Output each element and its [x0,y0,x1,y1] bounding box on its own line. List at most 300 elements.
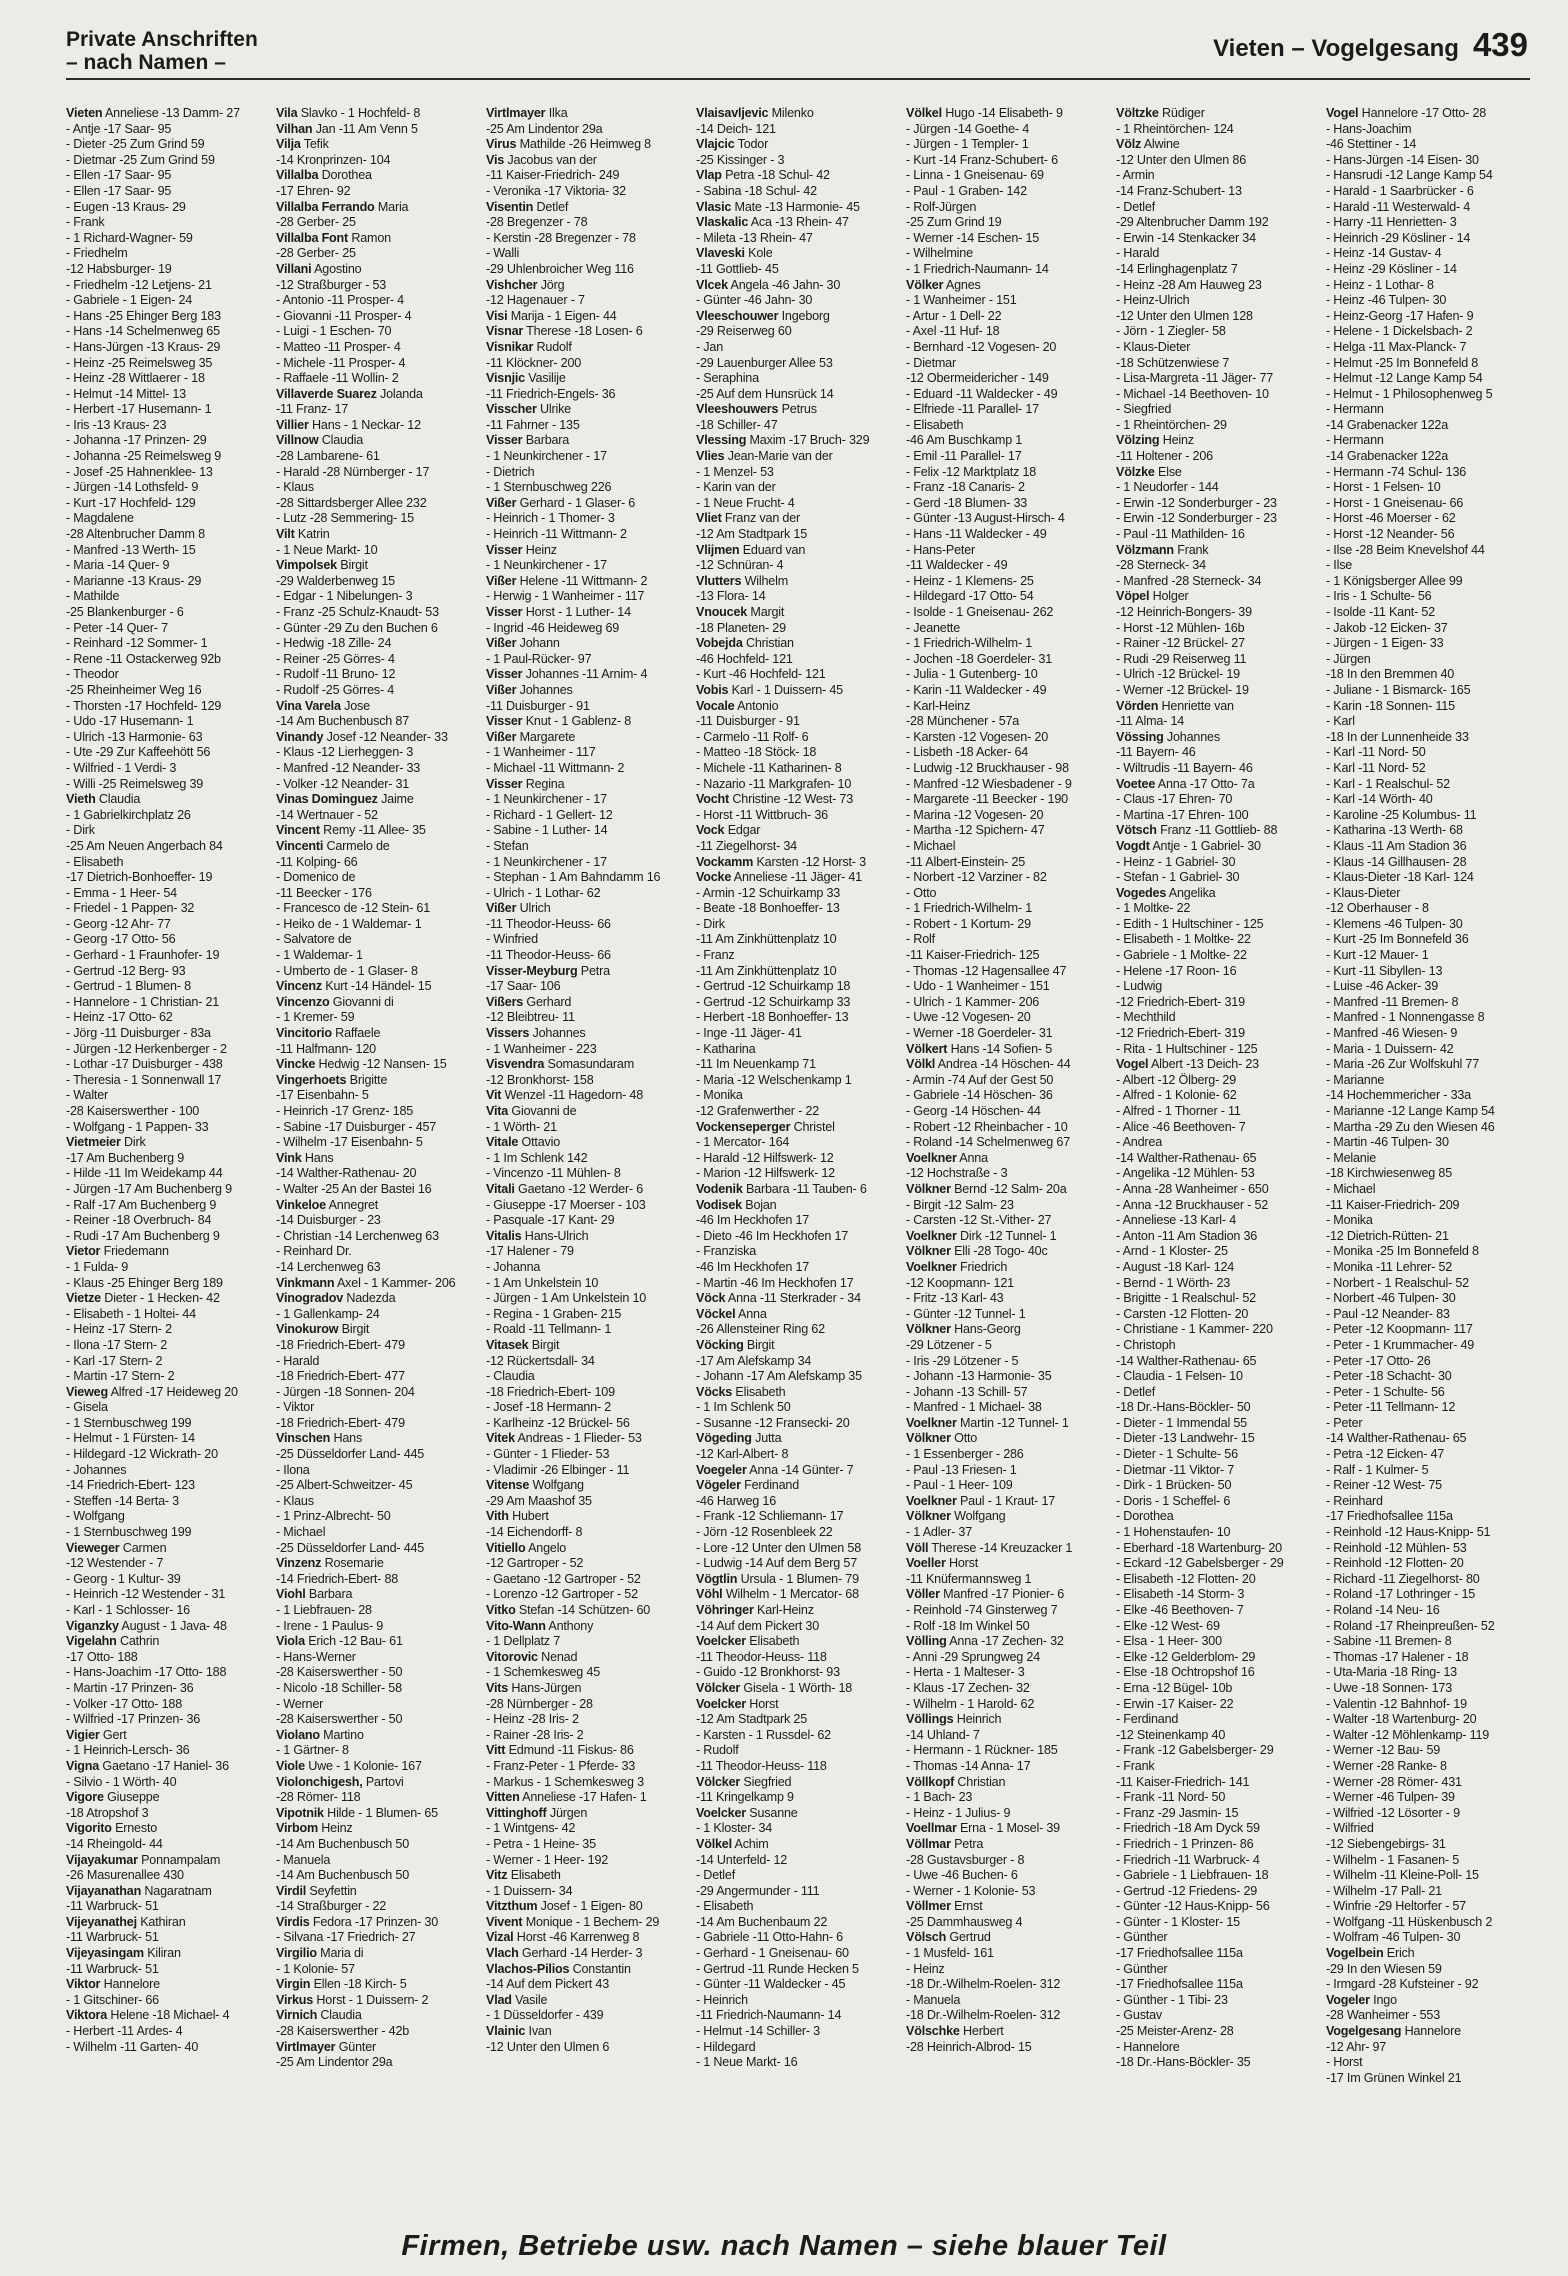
directory-entry [696,356,896,372]
directory-entry [1326,511,1526,527]
directory-entry [66,979,266,995]
entry-details: - 1 Neue Frucht- 4 [696,495,795,510]
entry-details: Friedemann [103,1244,169,1259]
directory-entry [486,1962,686,1978]
directory-entry [696,1619,896,1635]
entry-details: -28 Wanheimer - 553 [1326,2008,1441,2023]
directory-entry [1326,948,1526,964]
directory-entry [1116,122,1316,138]
directory-entry [276,1291,476,1307]
entry-details: -11 Gottlieb- 45 [696,261,779,276]
entry-details: - Karl -17 Stern- 2 [66,1353,163,1368]
entry-details: Nadezda [346,1291,396,1306]
directory-entry [1116,231,1316,247]
entry-details: Horst [749,1696,779,1711]
directory-entry [66,1915,266,1931]
entry-details: - Hansrudi -12 Lange Kamp 54 [1326,168,1493,183]
directory-entry [66,1198,266,1214]
entry-details: Ottavio [521,1135,560,1150]
directory-entry [1326,839,1526,855]
entry-details: - Christiane - 1 Kammer- 220 [1116,1322,1273,1337]
entry-details: - Ellen -17 Saar- 95 [66,168,172,183]
directory-entry [696,1416,896,1432]
entry-details: - 1 Essenberger - 286 [906,1447,1024,1462]
directory-entry [486,1603,686,1619]
entry-details: Aca -13 Rhein- 47 [750,215,849,230]
directory-entry [696,1120,896,1136]
entry-details: -11 Warbruck- 51 [66,1961,159,1976]
entry-details: Hedwig -12 Nansen- 15 [318,1057,447,1072]
directory-entry [276,932,476,948]
entry-details: Martino [323,1727,364,1742]
entry-details: -28 Lambarene- 61 [276,449,380,464]
entry-details: - 1 Gärtner- 8 [276,1743,349,1758]
directory-entry [696,1743,896,1759]
directory-entry [696,699,896,715]
directory-entry [906,1759,1106,1775]
directory-entry [1116,1276,1316,1292]
directory-entry [66,1634,266,1650]
directory-entry [486,979,686,995]
entry-surname: Vizal [486,1930,514,1945]
directory-entry [696,496,896,512]
entry-surname: Virdis [276,1914,310,1929]
entry-surname: Vinzenz [276,1556,322,1571]
directory-entry [276,901,476,917]
directory-entry [486,1837,686,1853]
directory-entry [696,1478,896,1494]
entry-surname: Vincitorio [276,1026,332,1041]
directory-entry [696,168,896,184]
entry-details: Johannes -11 Arnim- 4 [525,667,648,682]
directory-entry [1116,1962,1316,1978]
entry-details: Karl - 1 Duissern- 45 [731,682,843,697]
directory-entry [66,1244,266,1260]
entry-details: - Wolfgang -11 Hüskenbusch 2 [1326,1914,1493,1929]
directory-entry [276,1743,476,1759]
directory-entry [1116,1478,1316,1494]
directory-entry [906,1634,1106,1650]
entry-surname: Vinkeloe [276,1197,326,1212]
entry-details: - Peter -11 Tellmann- 12 [1326,1400,1456,1415]
entry-details: -14 Unterfeld- 12 [696,1852,788,1867]
directory-entry [1326,1057,1526,1073]
entry-details: -28 Heinrich-Albrod- 15 [906,2039,1032,2054]
entry-details: Holger [1152,589,1189,604]
entry-details: - Heinrich -17 Grenz- 185 [276,1104,414,1118]
entry-surname: Vitz [486,1868,508,1883]
entry-details: -28 Sittardsberger Allee 232 [276,495,427,510]
entry-details: - Dieter - 1 Schulte- 56 [1116,1447,1238,1462]
directory-entry [66,1759,266,1775]
entry-details: - Walter [66,1088,109,1103]
directory-entry [66,1572,266,1588]
directory-entry [906,1182,1106,1198]
directory-entry [906,1525,1106,1541]
entry-details: Remy -11 Allee- 35 [323,823,426,838]
entry-details: - Andrea [1116,1135,1163,1150]
directory-entry [1326,1260,1526,1276]
entry-details: -11 Bayern- 46 [1116,745,1196,760]
entry-details: Frank [1177,542,1209,557]
directory-entry [66,1213,266,1229]
directory-entry [486,901,686,917]
entry-details: - Horst -12 Mühlen- 16b [1116,620,1245,635]
entry-details: - Klaus -11 Am Stadion 36 [1326,838,1467,853]
entry-surname: Vipotnik [276,1805,324,1820]
directory-entry [906,1556,1106,1572]
entry-details: - Manfred -12 Wiesbadener - 9 [906,776,1072,791]
entry-details: - Heinz - 1 Julius- 9 [906,1805,1011,1820]
entry-details: -28 Gerber- 25 [276,215,356,230]
directory-entry [906,1057,1106,1073]
directory-entry [1116,465,1316,481]
entry-details: - Klaus -25 Ehinger Berg 189 [66,1275,223,1290]
directory-entry [906,1369,1106,1385]
entry-details: - Manfred - 1 Michael- 38 [906,1400,1042,1415]
directory-entry [1116,449,1316,465]
entry-details: - Veronika -17 Viktoria- 32 [486,183,626,198]
entry-surname: Virus [486,137,517,152]
entry-surname: Voelkner [906,1228,957,1243]
directory-entry [696,1431,896,1447]
entry-details: - Karin -11 Waldecker - 49 [906,682,1047,697]
directory-entry [276,1057,476,1073]
entry-details: - Ludwig -12 Bruckhauser - 98 [906,760,1069,775]
entry-details: - Wilhelm -11 Kleine-Poll- 15 [1326,1868,1479,1883]
entry-details: - 1 Neudorfer - 144 [1116,480,1219,495]
entry-surname: Völzing [1116,433,1160,448]
directory-entry [1326,402,1526,418]
directory-entry [1116,683,1316,699]
directory-entry [486,231,686,247]
directory-entry [696,1276,896,1292]
directory-entry [1116,636,1316,652]
directory-entry [66,1010,266,1026]
entry-details: - Anton -11 Am Stadion 36 [1116,1228,1258,1243]
directory-entry [696,1728,896,1744]
entry-details: -28 Römer- 118 [276,1790,361,1805]
entry-details: - 1 Wintgens- 42 [486,1821,576,1836]
directory-entry [1116,1244,1316,1260]
entry-surname: Vlessing [696,433,747,448]
entry-details: Alfred -17 Heideweg 20 [110,1384,238,1399]
entry-surname: Voelkner [906,1259,957,1274]
entry-surname: Visser [486,433,523,448]
entry-details: - Reinhold -12 Mühlen- 53 [1326,1540,1467,1555]
entry-surname: Völkner [906,1322,951,1337]
directory-entry [696,511,896,527]
directory-entry [696,153,896,169]
entry-details: Todor [737,137,769,152]
directory-entry [66,870,266,886]
directory-entry [696,1821,896,1837]
directory-entry [1326,995,1526,1011]
entry-details: - Walli [486,246,520,261]
directory-entry [696,979,896,995]
entry-details: - Jürgen -17 Am Buchenberg 9 [66,1181,232,1196]
directory-entry [486,496,686,512]
entry-details: -14 Rheingold- 44 [66,1836,163,1851]
entry-surname: Virtlmayer [486,106,546,120]
entry-surname: Voetee [1116,776,1156,791]
entry-details: - Günter -13 August-Hirsch- 4 [906,511,1065,526]
entry-details: Andreas - 1 Flieder- 53 [517,1431,642,1446]
directory-entry [1326,1042,1526,1058]
entry-details: - 1 Prinz-Albrecht- 50 [276,1509,391,1524]
directory-entry [276,1619,476,1635]
entry-surname: Vock [696,823,725,838]
directory-entry [66,1587,266,1603]
directory-entry [66,1868,266,1884]
directory-entry [486,589,686,605]
directory-entry [906,683,1106,699]
directory-entry [276,1120,476,1136]
directory-entry [66,1790,266,1806]
entry-details: - Karoline -25 Kolumbus- 11 [1326,807,1477,822]
entry-details: - 1 Neunkirchener - 17 [486,854,607,869]
entry-details: Wilhelm - 1 Mercator- 68 [725,1587,859,1602]
entry-details: - Heinz - 1 Gabriel- 30 [1116,854,1236,869]
directory-entry [276,948,476,964]
directory-entry [276,1821,476,1837]
entry-details: - Nazario -11 Markgrafen- 10 [696,776,852,791]
directory-entry [696,215,896,231]
directory-entry [276,855,476,871]
entry-details: -11 Im Neuenkamp 71 [696,1057,816,1072]
directory-entry [486,1369,686,1385]
directory-entry [696,1806,896,1822]
entry-details: -12 Unter den Ulmen 6 [486,2039,610,2054]
directory-entry [1116,433,1316,449]
entry-details: - Uwe -12 Vogesen- 20 [906,1010,1031,1025]
directory-entry [1326,1073,1526,1089]
directory-entry [1116,1166,1316,1182]
directory-entry [486,1946,686,1962]
entry-details: -18 Schiller- 47 [696,417,778,432]
entry-details: - Dirk [696,916,725,931]
entry-details: - Lothar -17 Duisburger - 438 [66,1057,223,1072]
directory-entry [486,1042,686,1058]
entry-details: - Herbert -18 Bonhoeffer- 13 [696,1010,849,1025]
entry-details: - Klaus-Dieter [1116,339,1191,354]
entry-details: Anna [738,1306,767,1321]
entry-details: Jörg [540,277,565,292]
entry-details: - Reinhold -74 Ginsterweg 7 [906,1603,1058,1617]
entry-surname: Villalba Font [276,230,349,245]
entry-surname: Vieth [66,792,96,807]
directory-entry [906,886,1106,902]
directory-entry [696,917,896,933]
directory-entry [696,1291,896,1307]
directory-entry [276,200,476,216]
entry-details: - 1 Richard-Wagner- 59 [66,230,193,245]
entry-details: - Armin -74 Auf der Gest 50 [906,1072,1054,1087]
directory-entry [66,1166,266,1182]
entry-surname: Vila [276,106,298,120]
directory-entry [696,1993,896,2009]
entry-details: - Heinz -14 Gustav- 4 [1326,246,1442,261]
entry-details: - Johanna [486,1259,541,1274]
entry-details: - Hannelore - 1 Christian- 21 [66,994,220,1009]
directory-entry [66,1088,266,1104]
directory-entry [486,683,686,699]
entry-details: - Heinz -28 Wittlaerer - 18 [66,371,205,386]
directory-entry [906,1073,1106,1089]
entry-details: Hubert [512,1509,549,1524]
directory-entry [1116,1837,1316,1853]
directory-entry [1326,2008,1526,2024]
entry-details: - 1 Kloster- 34 [696,1821,773,1836]
entry-details: - Ludwig -14 Auf dem Berg 57 [696,1556,858,1571]
entry-surname: Vöpel [1116,589,1150,604]
directory-entry [1326,605,1526,621]
directory-entry [276,1509,476,1525]
entry-details: - Hans-Jürgen -13 Kraus- 29 [66,339,221,354]
entry-surname: Villani [276,261,312,276]
entry-details: - Edgar - 1 Nibelungen- 3 [276,589,413,604]
directory-entry [1116,1790,1316,1806]
entry-details: - Günter - 1 Kloster- 15 [1116,1914,1240,1929]
entry-details: Gertrud [949,1930,991,1945]
entry-details: -14 Friedrich-Ebert- 123 [66,1478,195,1493]
directory-entry [906,605,1106,621]
entry-details: -28 Münchener - 57a [906,714,1020,729]
entry-details: - Kurt -14 Franz-Schubert- 6 [906,152,1058,167]
directory-entry [1116,387,1316,403]
entry-surname: Voelkner [906,1150,957,1165]
directory-entry [486,886,686,902]
entry-details: -18 Atropshof 3 [66,1805,149,1820]
entry-details: Antje - 1 Gabriel- 30 [1152,838,1261,853]
entry-surname: Vijeyasingam [66,1946,144,1961]
entry-details: - Heinz -17 Otto- 62 [66,1010,173,1025]
directory-entry [486,948,686,964]
entry-surname: Vleeshouwers [696,402,779,417]
entry-surname: Vinas Dominguez [276,792,378,807]
directory-entry [696,106,896,122]
entry-surname: Vingerhoets [276,1072,347,1087]
entry-surname: Vögeler [696,1478,741,1493]
entry-details: - 1 Wanheimer - 117 [486,745,596,760]
directory-entry [1116,1821,1316,1837]
entry-details: - Karin -18 Sonnen- 115 [1326,698,1455,713]
entry-surname: Vöcks [696,1384,733,1399]
directory-entry [696,2024,896,2040]
directory-entry [486,1853,686,1869]
directory-entry [66,2040,266,2056]
directory-entry [696,309,896,325]
directory-entry [276,1198,476,1214]
entry-details: - Gustav [1116,2008,1162,2023]
directory-entry [696,1213,896,1229]
entry-details: - Klemens -46 Tulpen- 30 [1326,916,1463,931]
entry-details: - Heinrich -11 Wittmann- 2 [486,527,627,542]
directory-entry [486,777,686,793]
entry-details: -25 Am Lindentor 29a [276,2055,393,2070]
directory-entry [906,1244,1106,1260]
entry-details: Wenzel -11 Hagedorn- 48 [504,1088,644,1103]
directory-entry [696,995,896,1011]
entry-details: Hans-Georg [954,1322,1021,1337]
directory-entry [1116,1509,1316,1525]
directory-entry [486,324,686,340]
directory-entry [66,278,266,294]
entry-details: -14 Am Buchenbusch 50 [276,1836,410,1851]
directory-entry [66,1837,266,1853]
entry-details: - Wilhelm -17 Eisenbahn- 5 [276,1135,423,1150]
directory-entry [696,1603,896,1619]
entry-details: Heinrich [956,1712,1002,1727]
directory-entry [276,1416,476,1432]
entry-details: - Manfred -46 Wiesen- 9 [1326,1026,1458,1041]
entry-details: - 1 Wanheimer - 223 [486,1041,597,1056]
entry-details: -18 Dr.-Wilhelm-Roelen- 312 [906,1977,1061,1992]
entry-surname: Visi [486,308,508,323]
directory-entry [66,543,266,559]
directory-entry [1116,2055,1316,2071]
entry-details: - Ulrich -12 Brückel- 19 [1116,667,1240,682]
directory-entry [276,168,476,184]
directory-entry [1116,964,1316,980]
directory-entry [1326,1853,1526,1869]
entry-surname: Vieten [66,106,103,120]
directory-entry [1116,2040,1316,2056]
entry-surname: Vodisek [696,1197,742,1212]
directory-entry [66,262,266,278]
directory-entry [906,1728,1106,1744]
entry-surname: Vöckel [696,1306,736,1321]
entry-surname: Vitense [486,1478,530,1493]
entry-surname: Vißer [486,682,517,697]
entry-details: -11 Holtener - 206 [1116,449,1213,464]
directory-entry [66,839,266,855]
entry-details: - Elisabeth - 1 Moltke- 22 [1116,932,1251,947]
entry-details: Elisabeth [510,1868,561,1883]
entry-details: - 1 Neue Markt- 16 [696,2055,798,2070]
directory-entry [66,558,266,574]
directory-entry [906,1291,1106,1307]
entry-details: - Dieter -25 Zum Grind 59 [66,137,205,152]
directory-entry [486,1057,686,1073]
entry-details: - Elsa - 1 Heer- 300 [1116,1634,1222,1649]
directory-entry [66,200,266,216]
directory-entry [696,1166,896,1182]
directory-entry [276,122,476,138]
directory-entry [1326,1244,1526,1260]
entry-details: Dieter - 1 Hecken- 42 [104,1291,220,1306]
entry-details: Birgit [531,1337,560,1352]
directory-entry [276,1104,476,1120]
directory-entry [696,1135,896,1151]
directory-entry [906,1166,1106,1182]
directory-entry [906,964,1106,980]
entry-details: Günter [338,2039,377,2054]
directory-entry [486,1338,686,1354]
entry-details: Petrus [781,402,817,417]
entry-details: -14 Am Buchenbaum 22 [696,1914,828,1929]
directory-entry [1116,246,1316,262]
directory-entry [906,1416,1106,1432]
directory-entry [1116,1541,1316,1557]
entry-details: Kurt -14 Händel- 15 [325,979,432,994]
entry-details: - Heinz - 1 Lothar- 8 [1326,277,1434,292]
entry-details: -29 Am Maashof 35 [486,1493,592,1508]
directory-entry [696,901,896,917]
entry-details: - 1 Neunkirchener - 17 [486,558,607,573]
directory-entry [66,808,266,824]
directory-entry [1326,1494,1526,1510]
